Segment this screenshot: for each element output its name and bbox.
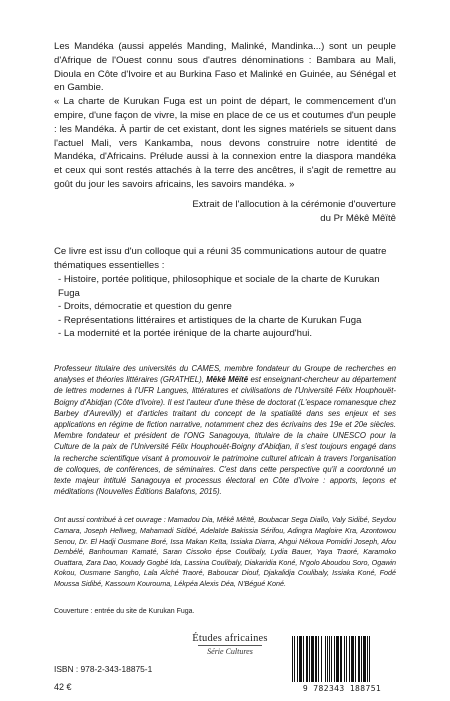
barcode-bar xyxy=(367,636,368,682)
contributors: Ont aussi contribué à cet ouvrage : Mamadou Dia, Mêkê Mêïtê, Boubacar Sega Diallo, Valy Sidibé, Seydou Camara, Joseph Hellweg, Mahamadi Sidibé, Adelaïde Bakissia Sérifou, Adingra Magloire Kra, Azontowou Senou, Dr. El Hadji Ousmane Boré, Issa Makan Keïta, Issiaka Diarra, Ahgui Nékoua Pomidiri Joseph, Afou Dembélé, Banhouman Kamaté, Saran Cissoko épse Coulibaly, Lydia Bauer, Yaya Traoré, Karamoko Ouattara, Zara Dao, Kouady Gogbé Ida, Lassina Coulibaly, Diakaridia Koné, N'golo Aboudou Soro, Ogawin Kokou, Ousmane Sangho, Lala Aîché Traoré, Baboucar Diouf, Djakalidja Coulibaly, Issiaka Koné, Fodé Moussa Sidibé, Kassoum Kourouma, Lékpéa Alexis Déa, N'Bégué Koné. xyxy=(54,515,396,588)
barcode-bar xyxy=(361,636,362,682)
barcode-bar xyxy=(315,636,317,682)
barcode-bar xyxy=(303,636,304,682)
barcode-bar xyxy=(329,636,330,682)
barcode-bar xyxy=(369,636,370,682)
barcode-bar xyxy=(311,636,314,682)
barcode-bar xyxy=(321,636,322,682)
quote-source xyxy=(54,198,396,226)
barcode-bar xyxy=(346,636,347,682)
bio-part2: est enseignant-chercheur au département de lettres modernes à l'UFR Langues, littératures et civilisations de l'Université Félix Houphouët-Boigny d'Abidjan (Côte d'Ivoire). Il est l'auteur d'une thèse de doctorat (L'espace romanesque chez Barbey d'Aurevilly) et d'articles traitant du concept de la spatialité dans ses enjeux et ses applications en régime de fiction narrative, notamment chez des écrivains des 19e et 20e siècles. Membre fondateur et président de l'ONG Sanagouya, titulaire de la chaire UNESCO pour la Culture de la paix de l'Université Félix Houphouët-Boigny d'Abidjan, il s'est toujours engagé dans la recherche scientifique visant à promouvoir le patrimoine culturel africain à travers l'organisation de colloques, de conférences, de séminaires. C'est dans cette perspective qu'il a coordonné un texte majeur intitulé Sanagouya et processus électoral en Côte d'Ivoire : apports, leçons et méditations (Nouvelles Éditions Balafons, 2015). xyxy=(54,375,396,497)
barcode-bar xyxy=(363,636,366,682)
quote-paragraph: « La charte de Kurukan Fuga est un point de départ, le commencement d'un empire, d'une façon de vivre, la mise en place de ce us et coutumes d'un peuple : les Mandéka. À partir de cet existant, dont les signes matériels se situent dans l'actuel Mali, vers Kankamba, nous devons construire notre identité de Mandéka, d'Africains. Prélude aussi à la connexion entre la diaspora mandéka et ceux qui sont restés attachés à la terre des ancêtres, il s'agit de remettre au goût du jour les savoirs africains, les savoirs mandéka. » xyxy=(54,96,396,190)
series-subtitle: Série Cultures xyxy=(207,647,253,656)
barcode-bar xyxy=(336,636,339,682)
barcode-bar xyxy=(355,636,356,682)
theme-item: - Droits, démocratie et question du genre xyxy=(58,301,232,313)
barcode-bar xyxy=(325,636,326,682)
theme-item: - Histoire, portée politique, philosophique et sociale de la charte de Kurukan Fuga xyxy=(58,273,380,299)
theme-item: - La modernité et la portée irénique de la charte aujourd'hui. xyxy=(58,328,313,340)
barcode-bar xyxy=(294,636,295,682)
barcode-bar xyxy=(358,636,360,682)
barcode-bar xyxy=(318,636,319,682)
price: 42 € xyxy=(54,682,72,692)
intro-paragraph: Les Mandéka (aussi appelés Manding, Malinké, Mandinka...) sont un peuple d'Afrique de l'Ouest connu sous d'autres dénominations : Bambara au Mali, Dioula en Côte d'Ivoire et au Burkina Faso et Malinké en Guinée, au Sénégal et en Gambie. xyxy=(54,41,396,94)
quote-source-line1: Extrait de l'allocution à la cérémonie d'ouverture xyxy=(192,198,396,210)
book-intro: Ce livre est issu d'un colloque qui a réuni 35 communications autour de quatre thématiques essentielles : xyxy=(54,246,387,272)
back-cover-text xyxy=(54,40,396,590)
bio-part1: Professeur titulaire des universités du CAMES, membre fondateur du Groupe de recherches en analyses et théories littéraires (GRATHEL), xyxy=(54,363,396,385)
book-summary xyxy=(54,245,396,341)
cover-credit: Couverture : entrée du site de Kurukan Fuga. xyxy=(54,608,195,615)
barcode-bar xyxy=(297,636,298,682)
barcode-bar xyxy=(309,636,310,682)
barcode-bar xyxy=(351,636,354,682)
barcode-bar xyxy=(349,636,350,682)
isbn: ISBN : 978-2-343-18875-1 xyxy=(54,664,153,674)
barcode-bar xyxy=(327,636,328,682)
barcode-icon xyxy=(286,634,398,686)
barcode-bar xyxy=(299,636,302,682)
barcode-digits: 9 782343 188751 xyxy=(286,684,398,693)
barcode-bar xyxy=(344,636,345,682)
barcode-bar xyxy=(292,636,293,682)
quote-source-line2: du Pr Mêkê Mêïtê xyxy=(320,212,396,224)
themes-list xyxy=(54,273,396,341)
barcode-bar xyxy=(306,636,308,682)
series-divider xyxy=(198,645,262,646)
barcode-bar xyxy=(334,636,335,682)
author-name: Mêkê Mêïtê xyxy=(206,375,249,385)
series-logo xyxy=(178,633,282,656)
barcode xyxy=(286,634,398,694)
series-title: Études africaines xyxy=(192,633,268,644)
barcode-bar xyxy=(331,636,332,682)
barcode-bar xyxy=(340,636,342,682)
theme-item: - Représentations littéraires et artistiques de la charte de Kurukan Fuga xyxy=(58,314,362,326)
author-bio xyxy=(54,363,396,497)
